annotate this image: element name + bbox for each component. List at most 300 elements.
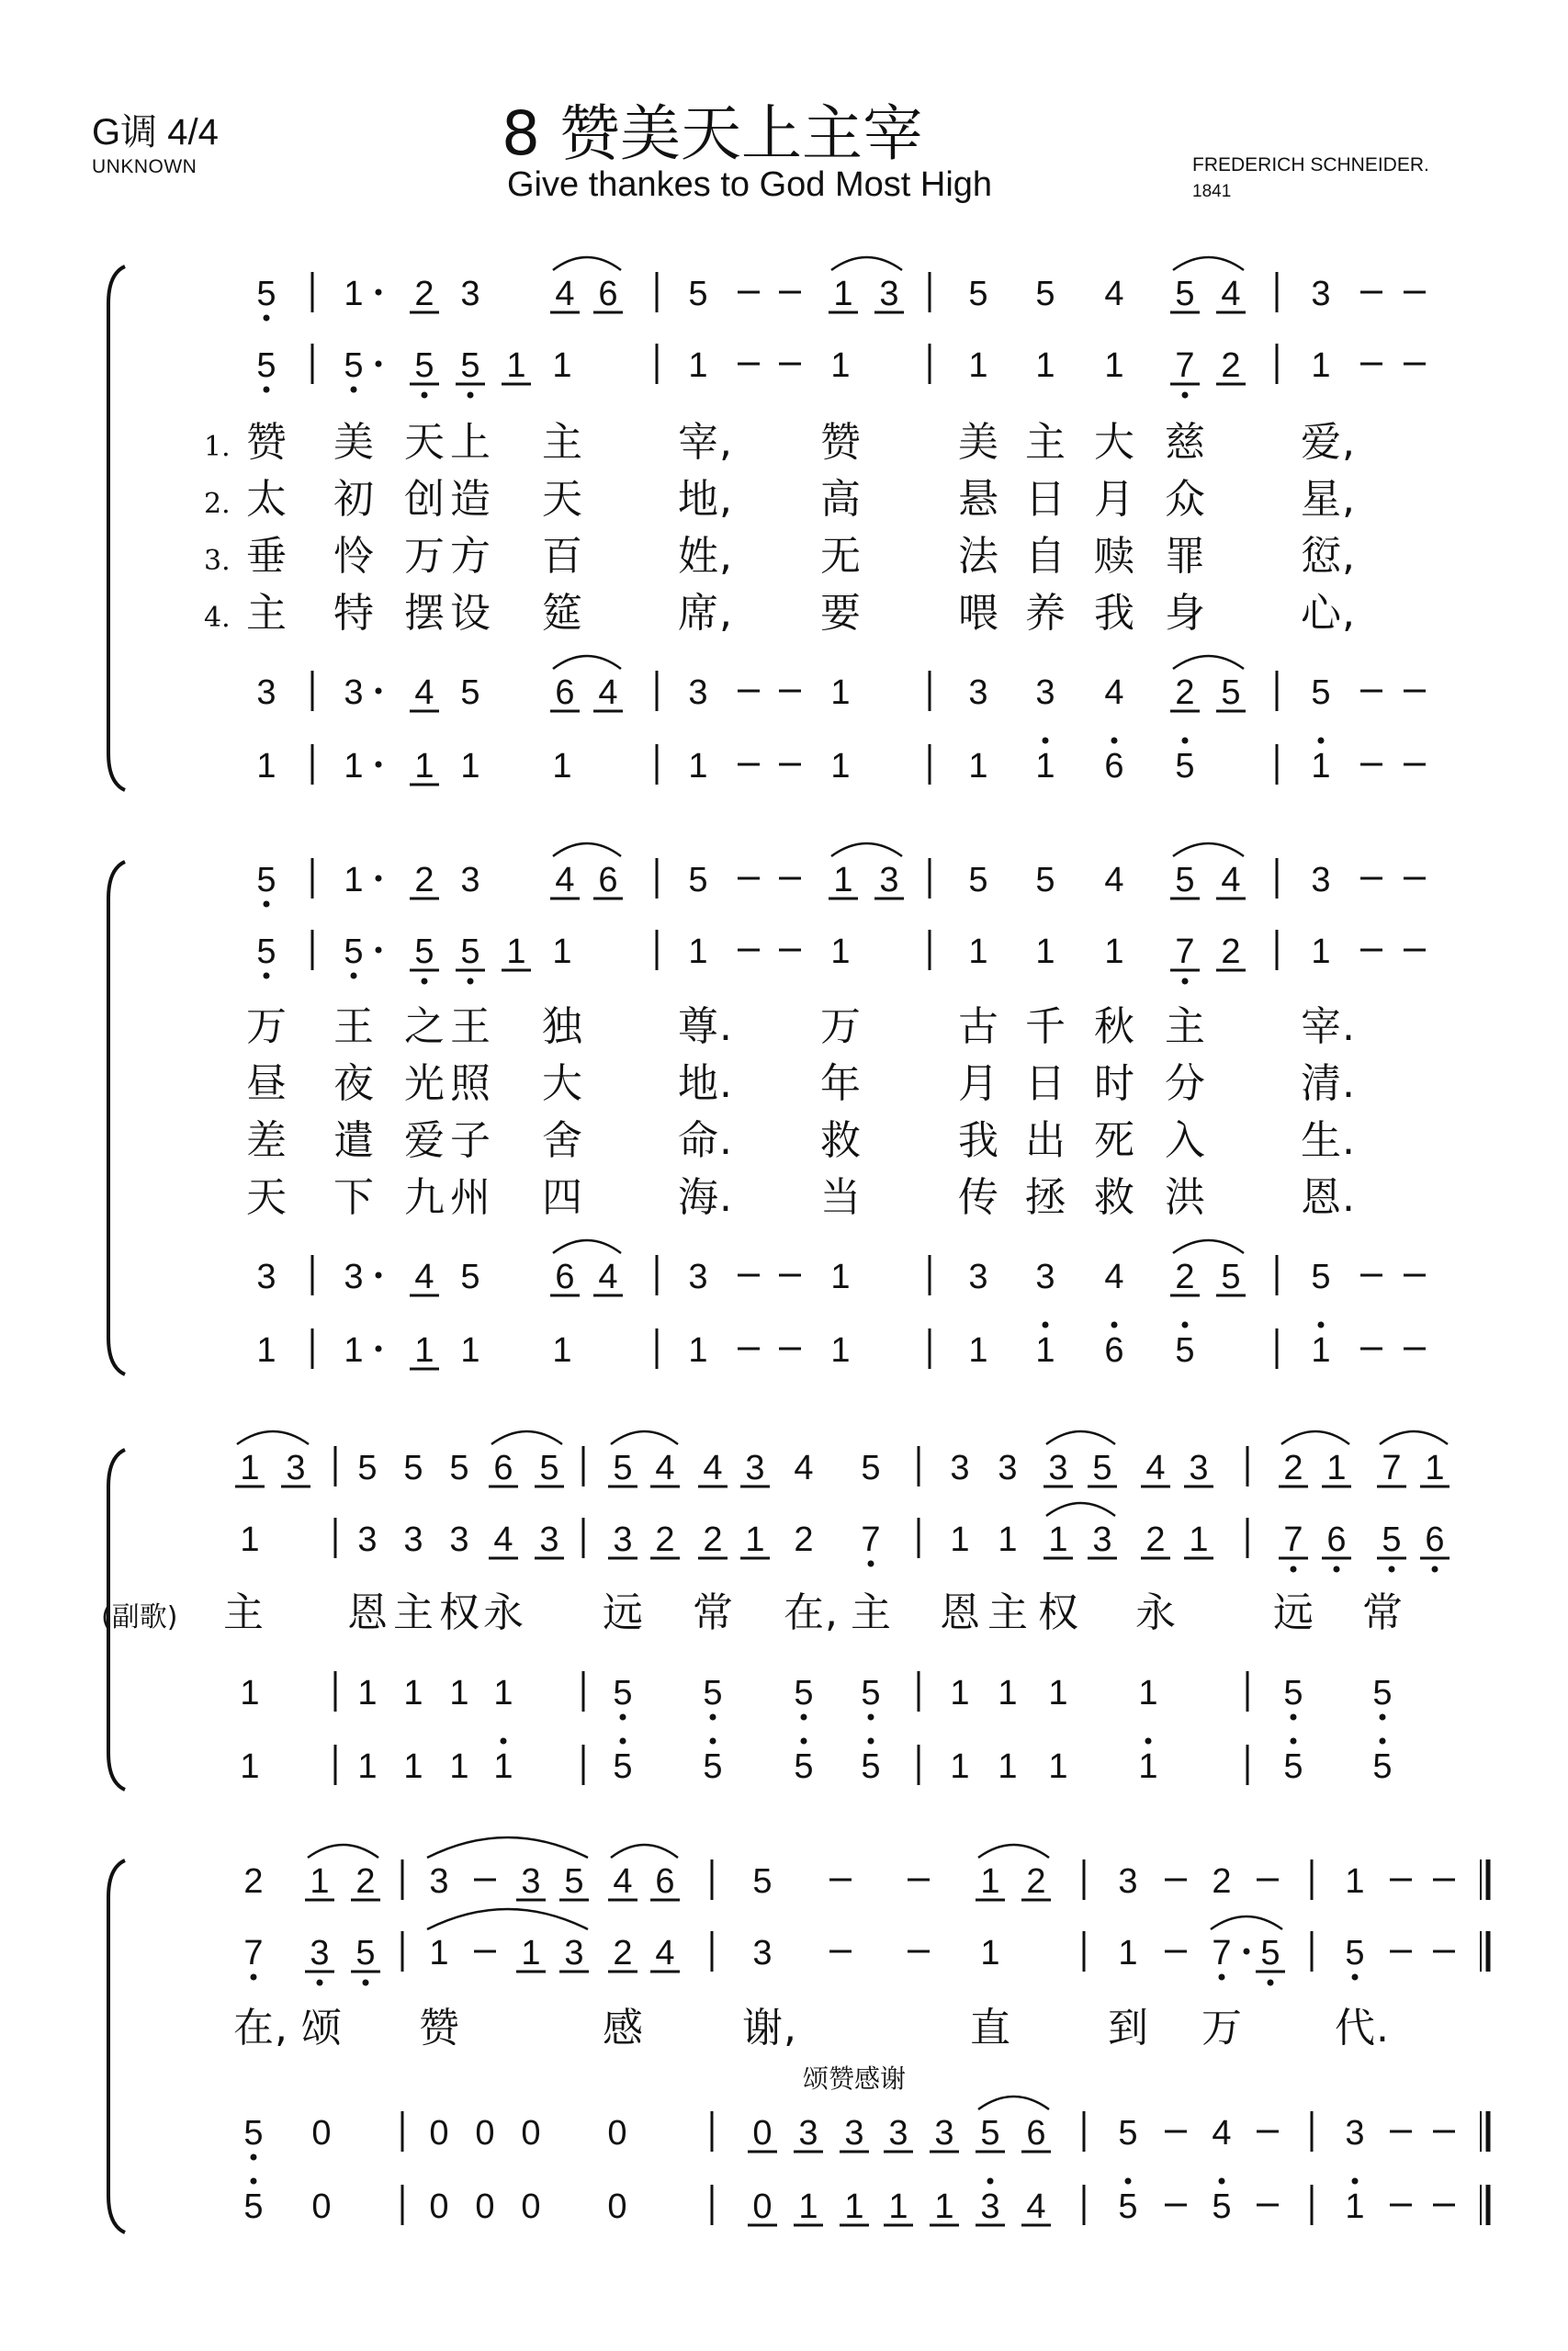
note: 5 — [539, 1449, 559, 1487]
system-bracket — [108, 862, 125, 1374]
upper-octave-dot — [251, 2178, 257, 2185]
note: 3 — [460, 275, 480, 313]
note: 1 — [1035, 932, 1055, 971]
lower-octave-dot — [1268, 1980, 1274, 1986]
note: 1 — [1104, 932, 1124, 971]
note: 6 — [598, 861, 618, 899]
note: 1 — [357, 1674, 378, 1712]
upper-octave-dot — [1111, 1322, 1118, 1328]
note: 5 — [1212, 2187, 1232, 2226]
lyric-syllable: 洪 — [1165, 1174, 1205, 1221]
note: 4 — [1104, 673, 1124, 712]
note: 1 — [1048, 1520, 1068, 1559]
note: 1 — [968, 1331, 988, 1370]
lyric-syllable: 之 — [404, 1003, 445, 1050]
lyric-syllable: 天 — [246, 1174, 287, 1221]
note: 1 — [1035, 1331, 1055, 1370]
note: 3 — [752, 1934, 773, 1972]
note: 3 — [1118, 1862, 1138, 1901]
lyric-syllable: 特 — [333, 590, 374, 637]
lyric-syllable: 子 — [450, 1117, 491, 1164]
note: 6 — [555, 673, 575, 712]
note: 1 — [493, 1674, 513, 1712]
note: 1 — [310, 1862, 330, 1901]
lyric-syllable: 主 — [223, 1589, 264, 1636]
note: 2 — [1026, 1862, 1046, 1901]
key-signature: G调 4/4 — [92, 112, 219, 153]
lower-octave-dot — [468, 392, 474, 399]
note: 1 — [1311, 1331, 1331, 1370]
note: 1 — [844, 2187, 864, 2226]
lyric-syllable: 命 — [678, 1117, 718, 1164]
note: 0 — [521, 2187, 541, 2226]
note: 5 — [752, 1862, 773, 1901]
lyric-syllable: 法 — [958, 533, 998, 580]
note: 7 — [1283, 1520, 1303, 1559]
note: 5 — [1175, 861, 1195, 899]
augmentation-dot — [376, 762, 382, 768]
note: 0 — [752, 2187, 773, 2226]
note: 7 — [1212, 1934, 1232, 1972]
lyric-syllable: 直 — [970, 2005, 1010, 2051]
augmentation-dot — [376, 947, 382, 954]
note: 5 — [703, 1747, 723, 1786]
note: 2 — [355, 1862, 376, 1901]
note: 3 — [950, 1449, 970, 1487]
lower-octave-dot — [468, 978, 474, 985]
lyric-syllable: 大 — [542, 1060, 582, 1107]
note: 1 — [980, 1934, 1000, 1972]
lower-octave-dot — [1352, 1974, 1359, 1981]
note: 6 — [1104, 1331, 1124, 1370]
lyric-syllable: 权 — [1038, 1589, 1078, 1636]
lyric-syllable: 死 — [1094, 1117, 1134, 1164]
note: 1 — [968, 346, 988, 385]
note: 1 — [688, 1331, 708, 1370]
note: 1 — [1048, 1674, 1068, 1712]
lyric-syllable: 主 — [542, 419, 582, 466]
upper-octave-dot — [1352, 2178, 1359, 2185]
note: 1 — [1425, 1449, 1445, 1487]
lyric-syllable: . — [1342, 1117, 1355, 1164]
note: 3 — [798, 2114, 818, 2153]
upper-octave-dot — [1318, 738, 1325, 744]
lyric-syllable: 分 — [1165, 1060, 1205, 1107]
lyric-syllable: 独 — [542, 1003, 582, 1050]
slur-arc — [1380, 1431, 1448, 1444]
note: 5 — [344, 932, 364, 971]
lyric-syllable: 谢 — [742, 2005, 783, 2051]
upper-octave-dot — [1182, 1322, 1189, 1328]
lyric-syllable: 下 — [333, 1174, 374, 1221]
system-bracket — [108, 1860, 125, 2232]
lyric-syllable: , — [719, 590, 732, 637]
note: 1 — [552, 932, 572, 971]
note: 4 — [655, 1449, 675, 1487]
note: 1 — [552, 747, 572, 786]
note: 3 — [745, 1449, 765, 1487]
lyric-syllable: 日 — [1025, 1060, 1066, 1107]
note: 3 — [357, 1520, 378, 1559]
system-bracket — [108, 266, 125, 790]
slur-arc — [1173, 656, 1244, 669]
lyric-syllable: 千 — [1025, 1003, 1066, 1050]
note: 3 — [1311, 275, 1331, 313]
lyric-syllable: 昼 — [246, 1060, 287, 1107]
lyric-syllable: 慈 — [1165, 419, 1205, 466]
note: 5 — [794, 1747, 814, 1786]
lyric-syllable: 方 — [450, 533, 491, 580]
lyric-syllable: 主 — [393, 1589, 434, 1636]
lyric-syllable: 常 — [1362, 1589, 1403, 1636]
note: 0 — [429, 2187, 449, 2226]
lower-octave-dot — [1219, 1974, 1225, 1981]
slur-arc — [978, 1845, 1049, 1858]
lyric-syllable: 要 — [820, 590, 861, 637]
lyric-syllable: 创 — [404, 476, 445, 523]
note: 4 — [1221, 861, 1241, 899]
note: 4 — [555, 275, 575, 313]
note: 3 — [286, 1449, 306, 1487]
note: 1 — [830, 1331, 851, 1370]
note: 5 — [1372, 1747, 1393, 1786]
note: 1 — [688, 747, 708, 786]
lyric-syllable: 权 — [439, 1589, 479, 1636]
lyric-syllable: 万 — [404, 533, 445, 580]
lyric-syllable: 拯 — [1025, 1174, 1066, 1221]
note: 5 — [1175, 747, 1195, 786]
note: 5 — [1175, 1331, 1195, 1370]
note: 4 — [414, 1258, 434, 1296]
note: 5 — [703, 1674, 723, 1712]
note: 1 — [240, 1520, 260, 1559]
note: 7 — [243, 1934, 264, 1972]
upper-octave-dot — [1182, 738, 1189, 744]
lyric-syllable: 百 — [542, 533, 582, 580]
lower-octave-dot — [1380, 1714, 1386, 1721]
note: 2 — [414, 275, 434, 313]
lyric-syllable: 罪 — [1165, 533, 1205, 580]
note: 1 — [830, 346, 851, 385]
note: 7 — [861, 1520, 881, 1559]
lyric-syllable: 差 — [246, 1117, 287, 1164]
note: 5 — [355, 1934, 376, 1972]
lyric-syllable: 感 — [603, 2005, 643, 2051]
lyric-syllable: , — [719, 533, 732, 580]
note: 2 — [1175, 1258, 1195, 1296]
verse-number: 1. — [204, 431, 231, 463]
note: 6 — [598, 275, 618, 313]
note: 2 — [1212, 1862, 1232, 1901]
lyric-syllable: 心 — [1301, 590, 1341, 637]
lyric-syllable: 年 — [820, 1060, 861, 1107]
note: 1 — [998, 1520, 1018, 1559]
slur-arc — [1211, 1916, 1282, 1929]
note: 1 — [493, 1747, 513, 1786]
note: 0 — [311, 2187, 332, 2226]
lower-octave-dot — [1389, 1566, 1395, 1573]
inner-lyric: 颂赞感谢 — [802, 2063, 907, 2094]
lyric-syllable: 主 — [1165, 1003, 1205, 1050]
lyric-syllable: 州 — [450, 1174, 491, 1221]
note: 5 — [256, 275, 276, 313]
note: 5 — [243, 2114, 264, 2153]
lyric-syllable: 主 — [246, 590, 287, 637]
note: 6 — [1425, 1520, 1445, 1559]
note: 0 — [521, 2114, 541, 2153]
lyric-syllable: . — [719, 1117, 732, 1164]
note: 1 — [460, 1331, 480, 1370]
lower-octave-dot — [363, 1980, 369, 1986]
note: 5 — [403, 1449, 423, 1487]
lyric-syllable: 四 — [542, 1174, 582, 1221]
lower-octave-dot — [1291, 1714, 1297, 1721]
slur-arc — [831, 843, 902, 856]
note: 2 — [1145, 1520, 1166, 1559]
lyric-syllable: 爱 — [404, 1117, 445, 1164]
verse-number: 2. — [204, 488, 231, 520]
lyric-syllable: 姓 — [678, 533, 718, 580]
lower-octave-dot — [251, 2154, 257, 2161]
lower-octave-dot — [422, 392, 428, 399]
note: 5 — [1221, 673, 1241, 712]
lyric-syllable: . — [1342, 1003, 1355, 1050]
lyric-syllable: 星 — [1301, 476, 1341, 523]
augmentation-dot — [1244, 1949, 1250, 1955]
slur-arc — [1173, 843, 1244, 856]
note: 5 — [1092, 1449, 1112, 1487]
lyric-syllable: , — [719, 419, 732, 466]
hymn-subtitle: Give thankes to God Most High — [507, 165, 993, 204]
note: 1 — [830, 747, 851, 786]
lyric-syllable: 赞 — [820, 419, 861, 466]
lower-octave-dot — [422, 978, 428, 985]
note: 3 — [1035, 1258, 1055, 1296]
upper-octave-dot — [1145, 1738, 1152, 1745]
note: 3 — [449, 1520, 469, 1559]
lyric-syllable: 众 — [1165, 476, 1205, 523]
note: 3 — [1189, 1449, 1209, 1487]
note: 7 — [1382, 1449, 1402, 1487]
lower-octave-dot — [710, 1714, 716, 1721]
note: 3 — [1035, 673, 1055, 712]
note: 0 — [607, 2114, 627, 2153]
note: 1 — [256, 1331, 276, 1370]
note: 5 — [613, 1449, 633, 1487]
note: 1 — [833, 275, 853, 313]
note: 1 — [950, 1747, 970, 1786]
note: 5 — [449, 1449, 469, 1487]
note: 1 — [998, 1747, 1018, 1786]
note: 1 — [506, 932, 526, 971]
lyric-syllable: 秋 — [1094, 1003, 1134, 1050]
lyric-syllable: 恩 — [940, 1589, 980, 1636]
note: 5 — [460, 673, 480, 712]
note: 3 — [429, 1862, 449, 1901]
note: 1 — [552, 346, 572, 385]
note: 3 — [564, 1934, 584, 1972]
note: 5 — [357, 1449, 378, 1487]
lower-octave-dot — [317, 1980, 323, 1986]
note: 3 — [688, 673, 708, 712]
lyric-syllable: 太 — [246, 476, 287, 523]
note: 1 — [240, 1747, 260, 1786]
note: 1 — [833, 861, 853, 899]
slur-arc — [1046, 1503, 1115, 1516]
note: 6 — [1104, 747, 1124, 786]
note: 5 — [1175, 275, 1195, 313]
lyric-syllable: , — [1342, 533, 1355, 580]
note: 3 — [934, 2114, 954, 2153]
lyric-syllable: 我 — [958, 1117, 998, 1164]
note: 3 — [1048, 1449, 1068, 1487]
note: 3 — [998, 1449, 1018, 1487]
lyric-syllable: 救 — [820, 1117, 861, 1164]
chorus-label: (副歌) — [101, 1601, 178, 1633]
note: 1 — [414, 747, 434, 786]
note: 4 — [555, 861, 575, 899]
lyric-syllable: 赞 — [419, 2005, 459, 2051]
note: 1 — [256, 747, 276, 786]
note: 5 — [688, 275, 708, 313]
lyric-syllable: 代 — [1335, 2005, 1375, 2051]
note: 1 — [688, 932, 708, 971]
note: 1 — [1311, 346, 1331, 385]
lyric-syllable: 摆 — [404, 590, 445, 637]
note: 0 — [752, 2114, 773, 2153]
slur-arc — [1281, 1431, 1349, 1444]
note: 1 — [1311, 932, 1331, 971]
lyric-syllable: 传 — [958, 1174, 998, 1221]
upper-octave-dot — [1125, 2178, 1132, 2185]
note: 3 — [1345, 2114, 1365, 2153]
note: 5 — [256, 346, 276, 385]
lyric-syllable: 愆 — [1301, 533, 1341, 580]
note: 3 — [403, 1520, 423, 1559]
note: 4 — [1104, 1258, 1124, 1296]
lyric-syllable: 恩 — [1301, 1174, 1341, 1221]
slur-arc — [553, 1240, 621, 1253]
lyric-syllable: 宰 — [1301, 1003, 1341, 1050]
note: 6 — [1026, 2114, 1046, 2153]
lyric-syllable: , — [784, 2005, 796, 2051]
note: 1 — [449, 1674, 469, 1712]
note: 5 — [980, 2114, 1000, 2153]
lyric-syllable: 古 — [958, 1003, 998, 1050]
note: 1 — [403, 1674, 423, 1712]
lyric-syllable: 出 — [1025, 1117, 1066, 1164]
augmentation-dot — [376, 361, 382, 367]
note: 5 — [460, 1258, 480, 1296]
lyric-syllable: 天 — [542, 476, 582, 523]
upper-octave-dot — [620, 1738, 626, 1745]
slur-arc — [427, 1837, 588, 1858]
upper-octave-dot — [1291, 1738, 1297, 1745]
lyric-syllable: 设 — [450, 590, 491, 637]
note: 3 — [344, 673, 364, 712]
note: 3 — [344, 1258, 364, 1296]
lyric-syllable: 我 — [1094, 590, 1134, 637]
note: 1 — [344, 861, 364, 899]
lyric-syllable: 上 — [450, 419, 491, 466]
lyric-syllable: 初 — [333, 476, 374, 523]
note: 7 — [1175, 346, 1195, 385]
note: 5 — [414, 346, 434, 385]
note: 3 — [1092, 1520, 1112, 1559]
note: 0 — [475, 2114, 495, 2153]
note: 2 — [1221, 346, 1241, 385]
lyric-syllable: 赞 — [246, 419, 287, 466]
note: 5 — [688, 861, 708, 899]
lyric-syllable: 赎 — [1094, 533, 1134, 580]
lyric-syllable: 筵 — [542, 590, 582, 637]
lyric-syllable: , — [275, 2005, 288, 2051]
slur-arc — [1173, 1240, 1244, 1253]
lyric-syllable: 当 — [820, 1174, 861, 1221]
note: 1 — [1138, 1674, 1158, 1712]
lyric-syllable: . — [719, 1174, 732, 1221]
note: 3 — [980, 2187, 1000, 2226]
note: 1 — [357, 1747, 378, 1786]
note: 5 — [1283, 1674, 1303, 1712]
note: 2 — [655, 1520, 675, 1559]
augmentation-dot — [376, 1272, 382, 1279]
note: 5 — [1035, 275, 1055, 313]
note: 1 — [1345, 2187, 1365, 2226]
note: 1 — [745, 1520, 765, 1559]
note: 1 — [950, 1674, 970, 1712]
slur-arc — [831, 257, 902, 270]
note: 1 — [1326, 1449, 1347, 1487]
lower-octave-dot — [1432, 1566, 1438, 1573]
lower-octave-dot — [1182, 978, 1189, 985]
augmentation-dot — [376, 688, 382, 695]
note: 1 — [1118, 1934, 1138, 1972]
note: 5 — [968, 275, 988, 313]
lyric-syllable: 主 — [1025, 419, 1066, 466]
note: 6 — [1326, 1520, 1347, 1559]
note: 3 — [688, 1258, 708, 1296]
note: 5 — [794, 1674, 814, 1712]
upper-octave-dot — [1380, 1738, 1386, 1745]
note: 7 — [1175, 932, 1195, 971]
lyric-syllable: 海 — [678, 1174, 718, 1221]
note: 5 — [1035, 861, 1055, 899]
note: 6 — [493, 1449, 513, 1487]
note: 5 — [613, 1747, 633, 1786]
lyric-syllable: 王 — [450, 1003, 491, 1050]
note: 5 — [968, 861, 988, 899]
lyric-syllable: 主 — [851, 1589, 891, 1636]
augmentation-dot — [376, 1346, 382, 1352]
lyric-syllable: 大 — [1094, 419, 1134, 466]
verse-number: 4. — [204, 602, 231, 634]
lyric-syllable: 生 — [1301, 1117, 1341, 1164]
lyric-syllable: 夜 — [333, 1060, 374, 1107]
note: 3 — [310, 1934, 330, 1972]
note: 1 — [888, 2187, 908, 2226]
slur-arc — [1046, 1431, 1115, 1444]
note: 4 — [703, 1449, 723, 1487]
lyric-syllable: 远 — [603, 1589, 643, 1636]
lyric-syllable: 月 — [1094, 476, 1134, 523]
slur-arc — [427, 1909, 588, 1929]
note: 1 — [429, 1934, 449, 1972]
lyric-syllable: 照 — [450, 1060, 491, 1107]
lyric-syllable: 在 — [233, 2005, 274, 2051]
lower-octave-dot — [620, 1714, 626, 1721]
lyric-syllable: 颂 — [301, 2005, 342, 2051]
